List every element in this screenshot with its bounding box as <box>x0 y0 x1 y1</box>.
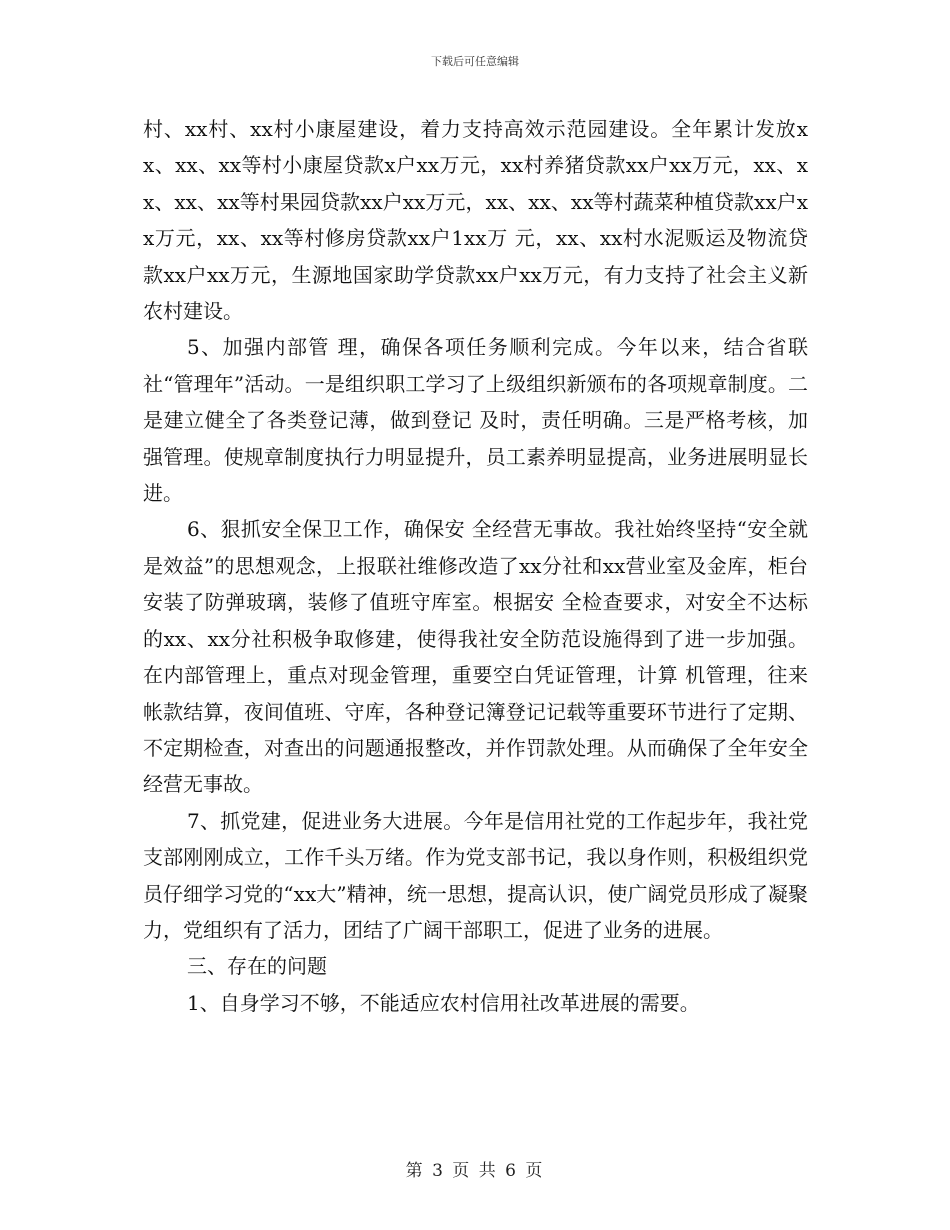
section-heading-problems: 三、存在的问题 <box>187 954 327 979</box>
paragraph-loans: 村、xx村、xx村小康屋建设，着力支持高效示范园建设。全年累计发放xx、xx、xx等村小康屋贷款x户xx万元，xx村养猪贷款xx户xx万元，xx、xx、xx、xx等村果园贷款xx户xx万元，xx、xx、xx等村蔬菜种植贷款xx户xx万元，xx、xx等村修房贷款xx户1xx万 元，xx、xx村水泥贩运及物流贷款xx户xx万元，生源地国家助学贷款xx户xx万元，有力支持了社会主义新农村建设。 <box>143 117 808 324</box>
document-body <box>143 111 808 1021</box>
paragraph-security: 6、狠抓安全保卫工作，确保安 全经营无事故。我社始终坚持“安全就是效益”的思想观念，上报联社维修改造了xx分社和xx营业室及金库，柜台安装了防弹玻璃，装修了值班守库室。根据安 全检查要求，对安全不达标的xx、xx分社积极争取修建，使得我社安全防范设施得到了进一步加强。在内部管理上，重点对现金管理，重要空白凭证管理，计算 机管理，往来帐款结算，夜间值班、守库，各种登记簿登记记载等重要环节进行了定期、不定期检查，对查出的问题通报整改，并作罚款处理。从而确保了全年安全 经营无事故。 <box>143 517 808 797</box>
paragraph-party-building: 7、抓党建，促进业务大进展。今年是信用社党的工作起步年，我社党支部刚刚成立，工作千头万绪。作为党支部书记，我以身作则，积极组织党员仔细学习党的“xx大”精神，统一思想，提高认识，使广阔党员形成了凝聚力，党组织有了活力，团结了广阔干部职工，促进了业务的进展。 <box>143 808 808 942</box>
paragraph-problem-1: 1、自身学习不够，不能适应农村信用社改革进展的需要。 <box>187 990 700 1015</box>
paragraph-internal-management: 5、加强内部管 理，确保各项任务顺利完成。今年以来，结合省联社“管理年”活动。一是组织职工学习了上级组织新颁布的各项规章制度。二是建立健全了各类登记薄，做到登记 及时，责任明确。三是严格考核，加强管理。使规章制度执行力明显提升，员工素养明显提高，业务进展明显长进。 <box>143 335 808 506</box>
page-number: 第 3 页 共 6 页 <box>405 1161 545 1181</box>
page-header: 下载后可任意编辑 <box>431 55 519 68</box>
